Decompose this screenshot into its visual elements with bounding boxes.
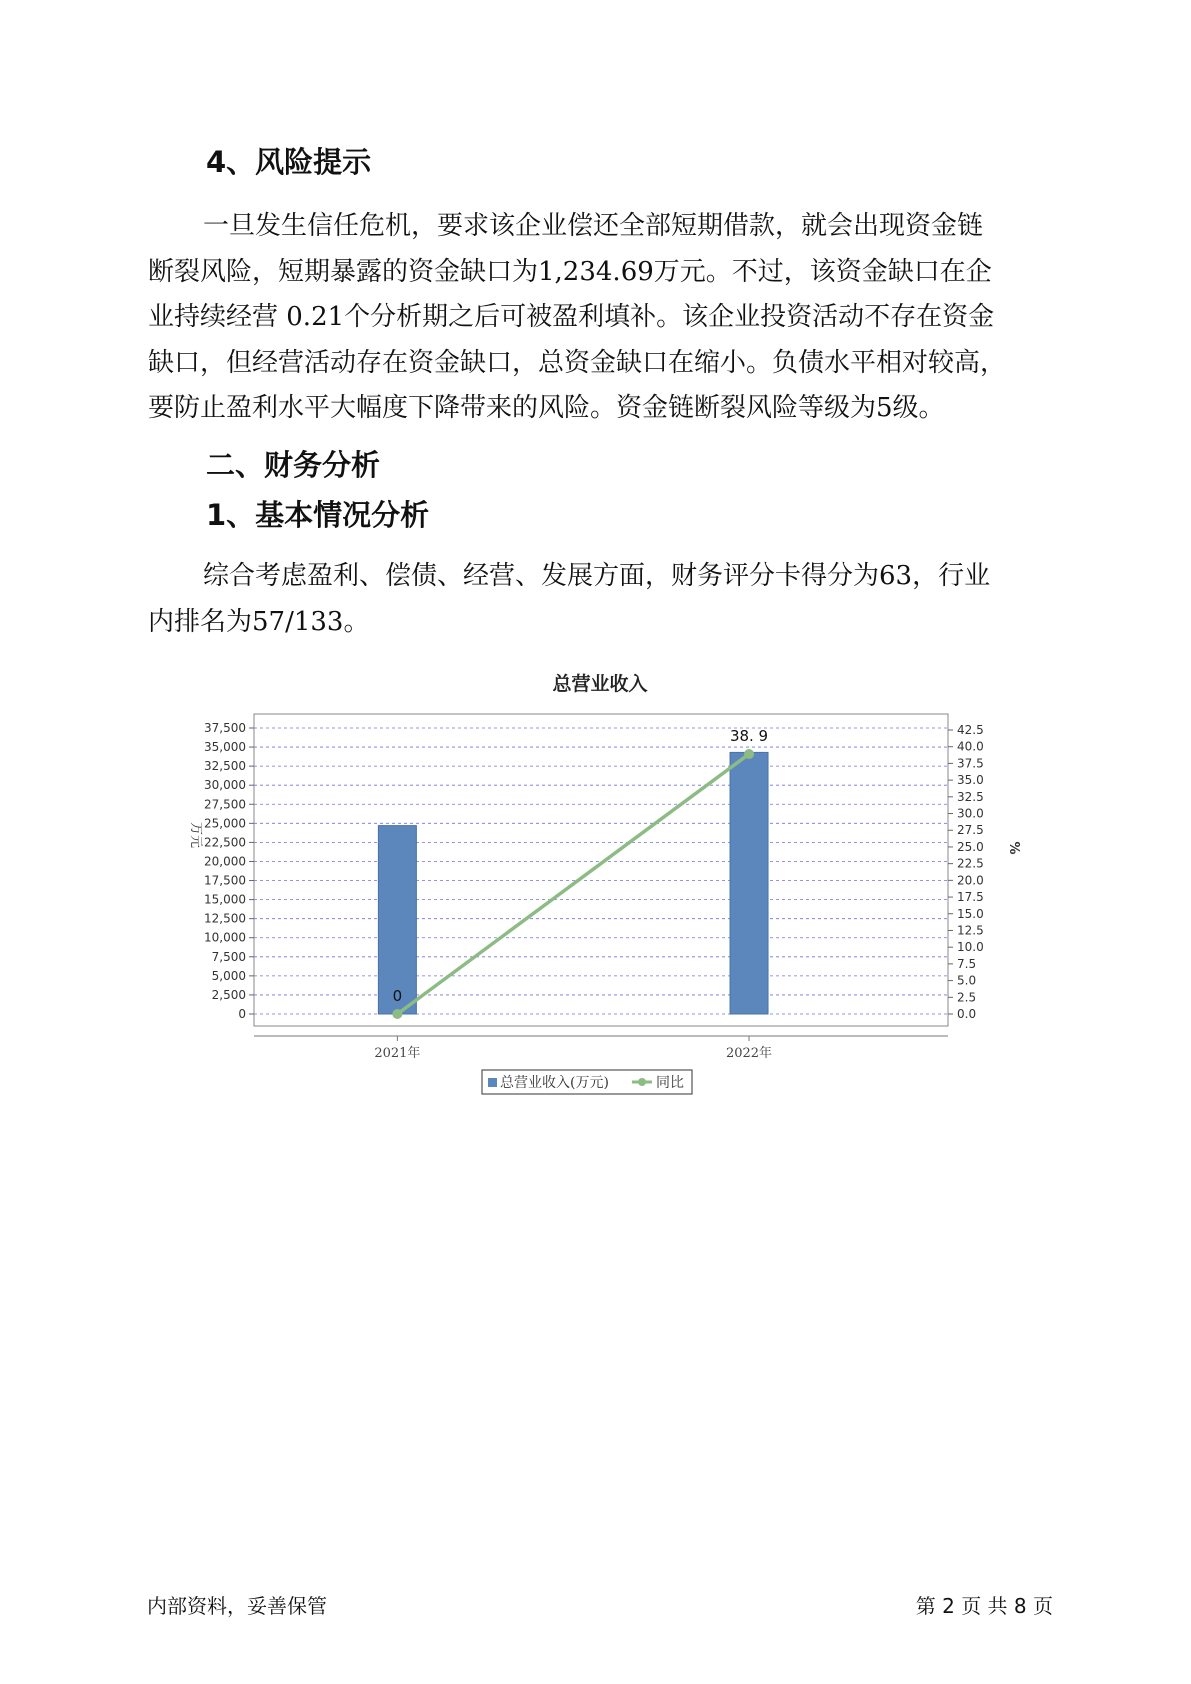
y-tick-label: 15,000 (204, 892, 246, 907)
revenue-bar (378, 826, 416, 1014)
y-tick-label: 2,500 (211, 987, 246, 1002)
y-tick-label: 10,000 (204, 930, 246, 945)
y-tick-label: 5,000 (211, 968, 246, 983)
y2-tick-label: 32.5 (957, 789, 984, 804)
basic-paragraph (148, 554, 1068, 645)
risk-line: 要防止盈利水平大幅度下降带来的风险。资金链断裂风险等级为5级。 (148, 393, 945, 423)
plot-frame (254, 714, 948, 1026)
y2-tick-label: 22.5 (957, 856, 984, 871)
risk-line: 一旦发生信任危机，要求该企业偿还全部短期借款，就会出现资金链 (203, 211, 984, 241)
legend-label-bar: 总营业收入(万元) (500, 1075, 609, 1091)
y2-tick-label: 35.0 (957, 773, 984, 788)
y2-tick-label: 0.0 (957, 1007, 977, 1021)
risk-paragraph (148, 204, 1068, 432)
y-axis-label: 万元 (188, 821, 203, 849)
y2-tick-label: 7.5 (957, 956, 977, 971)
risk-line: 缺口，但经营活动存在资金缺口，总资金缺口在缩小。负债水平相对较高， (148, 347, 1007, 378)
section-heading-risk: 4、风险提示 (206, 145, 372, 179)
risk-line: 断裂风险，短期暴露的资金缺口为1,234.69万元。不过，该资金缺口在企 (148, 256, 992, 287)
y-tick-label: 7,500 (211, 949, 246, 964)
y2-tick-label: 25.0 (957, 839, 984, 854)
y-tick-label: 27,500 (204, 797, 246, 812)
revenue-bar (730, 752, 768, 1014)
y2-tick-label: 12.5 (957, 923, 984, 938)
y2-tick-label: 5.0 (957, 973, 977, 988)
y2-tick-label: 10.0 (957, 940, 984, 955)
y2-tick-label: 20.0 (957, 873, 984, 888)
y-tick-label: 0 (238, 1007, 246, 1021)
y2-tick-label: 27.5 (957, 823, 984, 838)
legend-swatch-bar (488, 1078, 497, 1087)
y-tick-label: 22,500 (204, 835, 246, 850)
basic-line: 综合考虑盈利、偿债、经营、发展方面，财务评分卡得分为63，行业 (203, 561, 991, 591)
yoy-data-label: 0 (392, 987, 403, 1005)
yoy-data-label: 38. 9 (729, 727, 769, 746)
revenue-chart (170, 660, 1030, 1120)
y2-tick-label: 37.5 (957, 756, 984, 771)
footer-note: 内部资料，妥善保管 (147, 1594, 327, 1618)
section-heading-finance: 二、财务分析 (206, 448, 381, 482)
y2-tick-label: 15.0 (957, 906, 984, 921)
y-tick-label: 37,500 (204, 721, 246, 735)
y-tick-label: 25,000 (204, 816, 246, 831)
x-tick-label: 2022年 (725, 1046, 773, 1061)
plot-area (188, 714, 1021, 1094)
chart-title: 总营业收入 (552, 673, 648, 695)
x-tick-label: 2021年 (374, 1046, 421, 1061)
y-tick-label: 20,000 (204, 854, 246, 869)
y2-tick-label: 17.5 (957, 890, 984, 905)
y2-axis-label: % (1006, 841, 1021, 855)
basic-line: 内排名为57/133。 (148, 606, 370, 637)
y-tick-label: 32,500 (204, 759, 246, 774)
risk-line: 业持续经营 0.21个分析期之后可被盈利填补。该企业投资活动不存在资金 (148, 302, 995, 332)
yoy-point (392, 1009, 402, 1019)
y2-tick-label: 30.0 (957, 806, 984, 821)
legend-swatch-point (638, 1078, 646, 1086)
section-heading-basic: 1、基本情况分析 (206, 498, 430, 532)
y-tick-label: 12,500 (204, 911, 246, 926)
y2-tick-label: 2.5 (957, 990, 977, 1005)
yoy-point (744, 749, 754, 759)
legend-label-line: 同比 (656, 1075, 684, 1091)
y-tick-label: 17,500 (204, 873, 246, 888)
y2-tick-label: 40.0 (957, 739, 984, 754)
y-tick-label: 30,000 (204, 778, 246, 793)
page-number: 第 2 页 共 8 页 (915, 1594, 1053, 1618)
y-tick-label: 35,000 (204, 740, 246, 755)
y2-tick-label: 42.5 (957, 723, 984, 737)
